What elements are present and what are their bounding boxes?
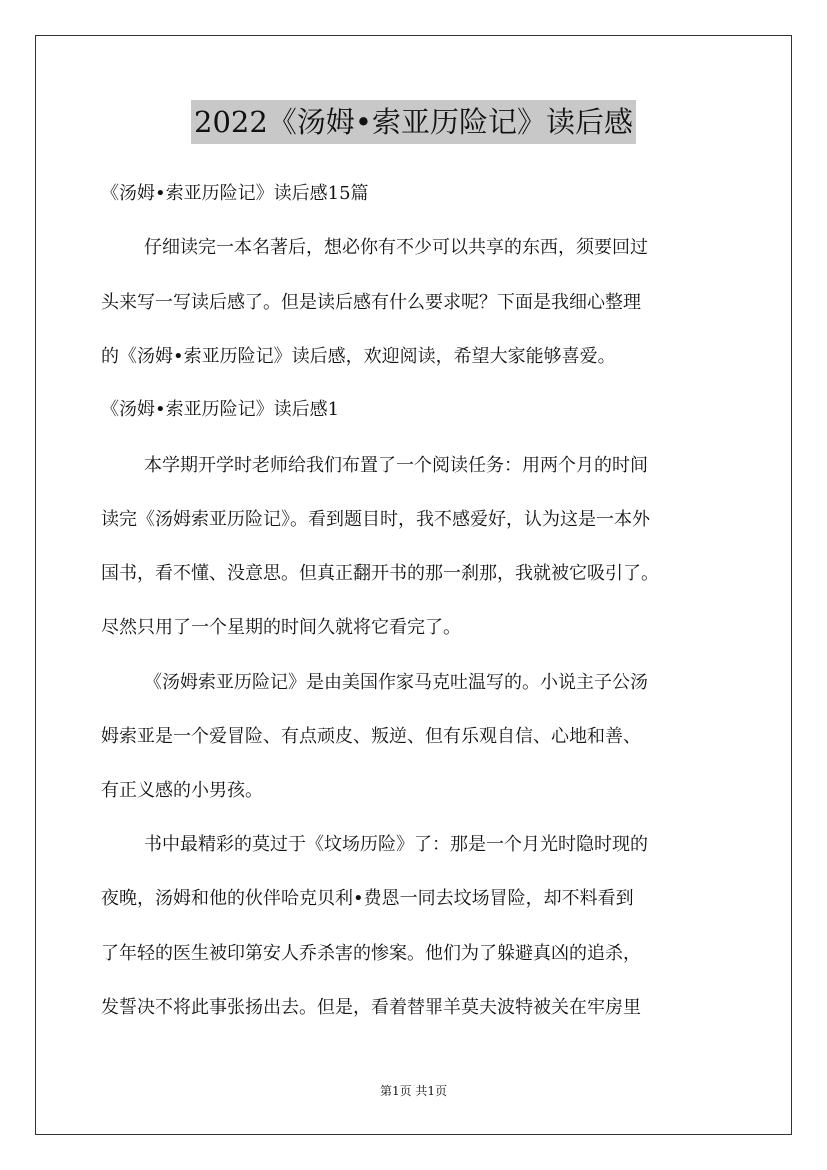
paragraph-line: 尽然只用了一个星期的时间久就将它看完了。 bbox=[101, 617, 461, 638]
paragraph-line: 有正义感的小男孩。 bbox=[101, 780, 263, 801]
section-heading: 《汤姆•索亚历险记》读后感1 bbox=[101, 399, 340, 420]
paragraph-line: 姆索亚是一个爱冒险、有点顽皮、叛逆、但有乐观自信、心地和善、 bbox=[101, 726, 641, 747]
intro-line: 的《汤姆•索亚历险记》读后感，欢迎阅读，希望大家能够喜爱。 bbox=[101, 346, 616, 367]
paragraph-line: 夜晚，汤姆和他的伙伴哈克贝利•费恩一同去坟场冒险，却不料看到 bbox=[101, 888, 634, 909]
paragraph-line: 书中最精彩的莫过于《坟场历险》了：那是一个月光时隐时现的 bbox=[144, 834, 648, 855]
subtitle: 《汤姆•索亚历险记》读后感15篇 bbox=[101, 183, 369, 204]
intro-line: 仔细读完一本名著后，想必你有不少可以共享的东西，须要回过 bbox=[144, 237, 648, 258]
paragraph-line: 了年轻的医生被印第安人乔杀害的惨案。他们为了躲避真凶的追杀， bbox=[101, 943, 641, 964]
paragraph-line: 读完《汤姆索亚历险记》。看到题目时，我不感爱好，认为这是一本外 bbox=[101, 509, 650, 530]
title-container bbox=[0, 100, 827, 144]
paragraph-line: 《汤姆索亚历险记》是由美国作家马克吐温写的。小说主子公汤 bbox=[144, 672, 648, 693]
paragraph-line: 本学期开学时老师给我们布置了一个阅读任务：用两个月的时间 bbox=[144, 455, 648, 476]
paragraph-line: 发誓决不将此事张扬出去。但是，看着替罪羊莫夫波特被关在牢房里 bbox=[101, 997, 641, 1018]
document-title: 2022《汤姆•索亚历险记》读后感 bbox=[191, 100, 636, 144]
paragraph-line: 国书，看不懂、没意思。但真正翻开书的那一刹那，我就被它吸引了。 bbox=[101, 563, 659, 584]
page-footer: 第1页 共1页 bbox=[379, 1084, 448, 1098]
intro-line: 头来写一写读后感了。但是读后感有什么要求呢？下面是我细心整理 bbox=[101, 292, 641, 313]
